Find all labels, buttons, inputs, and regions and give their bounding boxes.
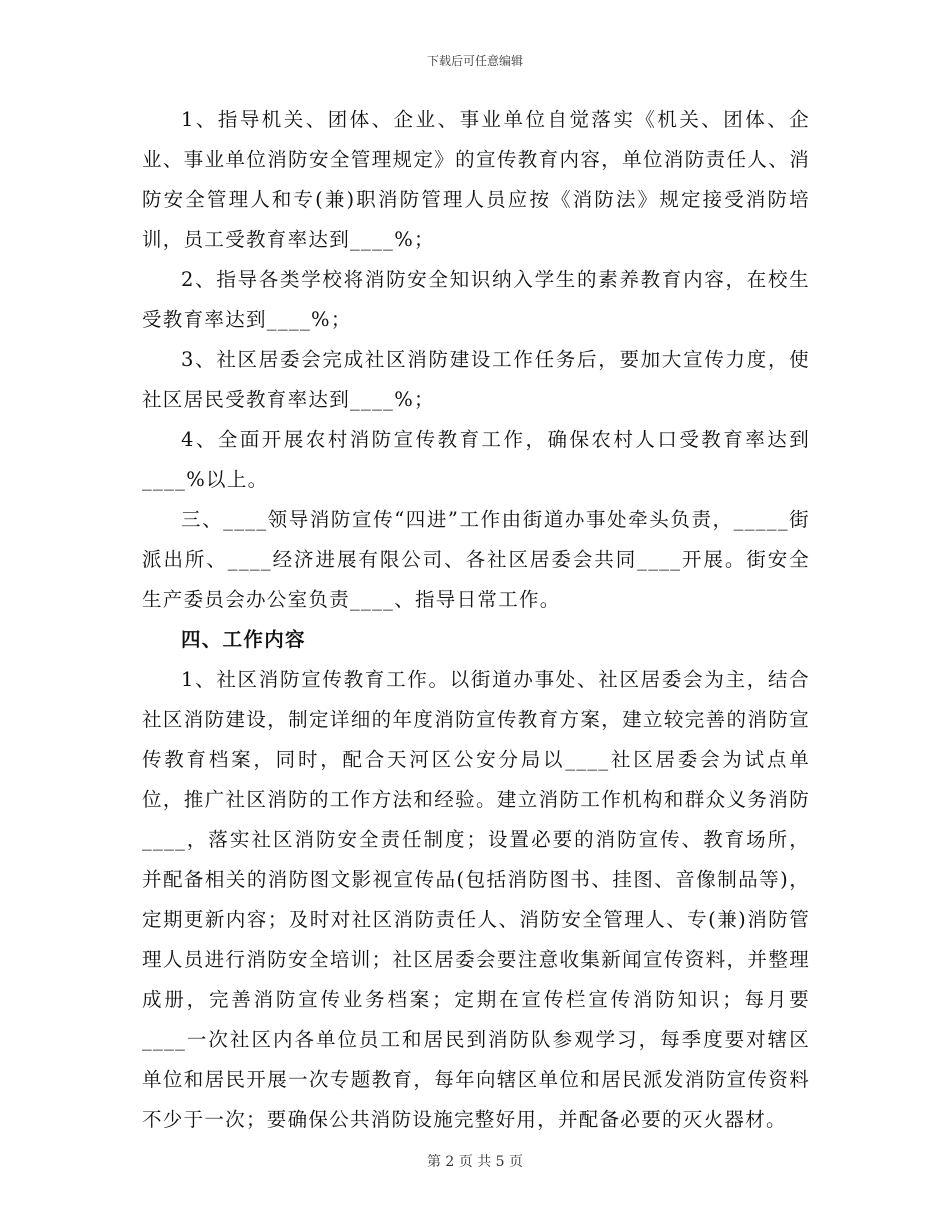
paragraph-item-4: 4、全面开展农村消防宣传教育工作，确保农村人口受教育率达到____%以上。 [142, 428, 810, 491]
document-body [142, 100, 810, 1140]
page-number: 第 2 页 共 5 页 [426, 1154, 524, 1170]
paragraph-item-1: 1、指导机关、团体、企业、事业单位自觉落实《机关、团体、企业、事业单位消防安全管理规定》的宣传教育内容，单位消防责任人、消防安全管理人和专(兼)职消防管理人员应按《消防法》规定接受消防培训，员工受教育率达到____%； [142, 108, 810, 251]
paragraph-community-publicity: 1、社区消防宣传教育工作。以街道办事处、社区居委会为主，结合社区消防建设，制定详细的年度消防宣传教育方案，建立较完善的消防宣传教育档案，同时，配合天河区公安分局以____社区居委会为试点单位，推广社区消防的工作方法和经验。建立消防工作机构和群众义务消防____，落实社区消防安全责任制度；设置必要的消防宣传、教育场所，并配备相关的消防图文影视宣传品(包括消防图书、挂图、音像制品等)，定期更新内容；及时对社区消防责任人、消防安全管理人、专(兼)消防管理人员进行消防安全培训；社区居委会要注意收集新闻宣传资料，并整理成册，完善消防宣传业务档案；定期在宣传栏宣传消防知识；每月要____一次社区内各单位员工和居民到消防队参观学习，每季度要对辖区单位和居民开展一次专题教育，每年向辖区单位和居民派发消防宣传资料不少于一次；要确保公共消防设施完整好用，并配备必要的灭火器材。 [142, 668, 810, 1131]
paragraph-item-3: 3、社区居委会完成社区消防建设工作任务后，要加大宣传力度，使社区居民受教育率达到____%； [142, 348, 810, 411]
paragraph-section-3: 三、____领导消防宣传“四进”工作由街道办事处牵头负责，_____街派出所、____经济进展有限公司、各社区居委会共同____开展。街安全生产委员会办公室负责____、指导日常工作。 [142, 508, 810, 611]
section-heading-work-content: 四、工作内容 [181, 628, 306, 651]
page-header-note: 下载后可任意编辑 [426, 54, 523, 68]
paragraph-item-2: 2、指导各类学校将消防安全知识纳入学生的素养教育内容，在校生受教育率达到____%； [142, 268, 810, 331]
